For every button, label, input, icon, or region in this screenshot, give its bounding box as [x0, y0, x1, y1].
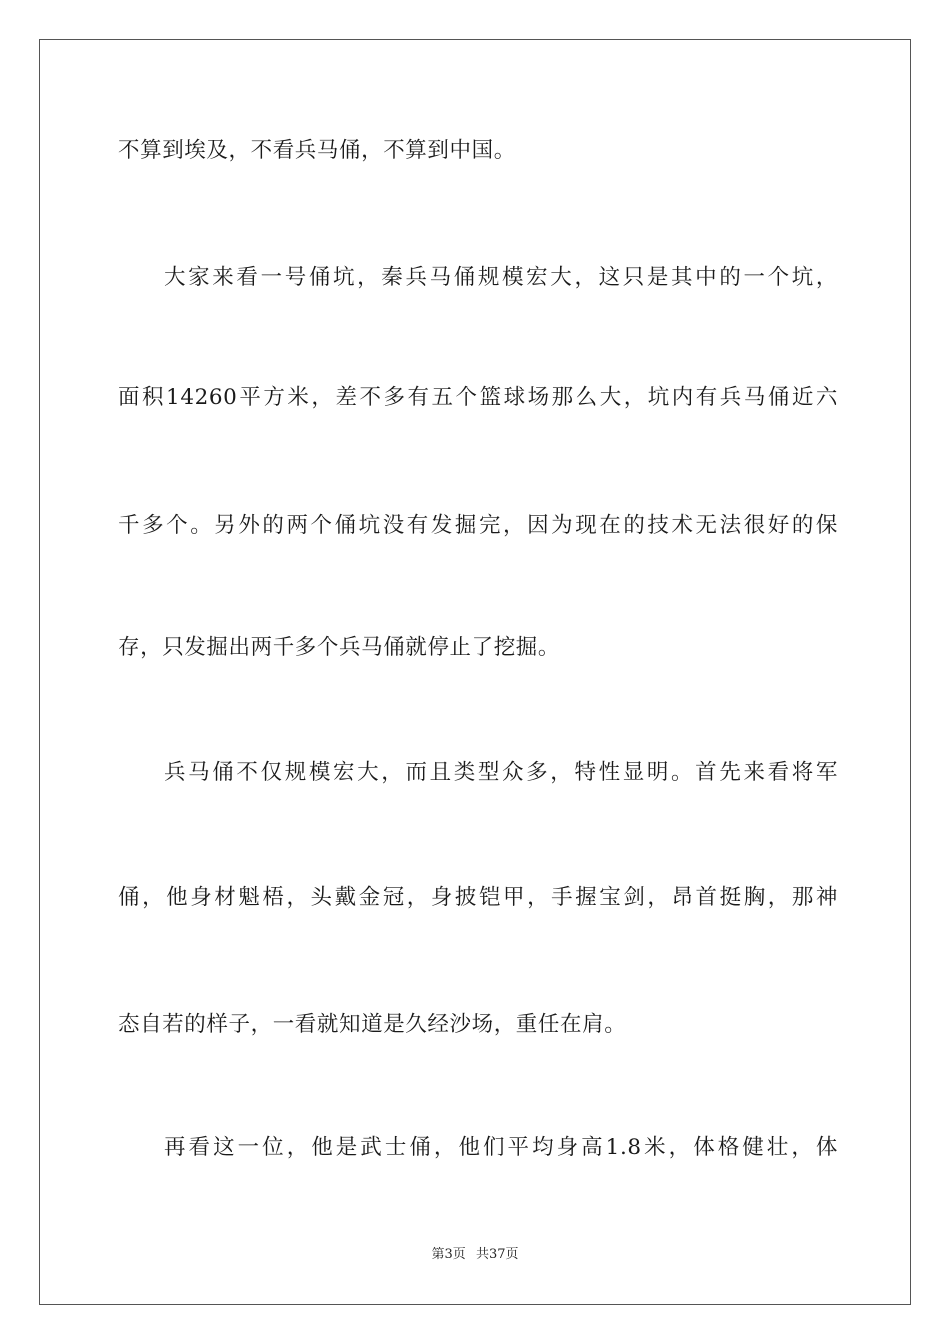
page-number: 第3页 — [431, 1247, 466, 1262]
text-line: 面积14260平方米，差不多有五个篮球场那么大，坑内有兵马俑近六 — [118, 385, 838, 410]
paragraph-start-line: 再看这一位，他是武士俑，他们平均身高1.8米，体格健壮，体 — [164, 1135, 838, 1160]
text-line: 千多个。另外的两个俑坑没有发掘完，因为现在的技术无法很好的保 — [118, 513, 838, 538]
paragraph-start-line: 大家来看一号俑坑，秦兵马俑规模宏大，这只是其中的一个坑， — [164, 265, 838, 290]
text-line: 态自若的样子，一看就知道是久经沙场，重任在肩。 — [118, 1012, 627, 1037]
page-footer — [0, 1243, 950, 1262]
total-pages: 共37页 — [475, 1247, 519, 1262]
text-line: 俑，他身材魁梧，头戴金冠，身披铠甲，手握宝剑，昂首挺胸，那神 — [118, 885, 838, 910]
text-line: 存，只发掘出两千多个兵马俑就停止了挖掘。 — [118, 635, 561, 660]
paragraph-start-line: 兵马俑不仅规模宏大，而且类型众多，特性显明。首先来看将军 — [164, 760, 838, 785]
text-line: 不算到埃及，不看兵马俑，不算到中国。 — [118, 138, 516, 163]
page-border — [39, 39, 911, 1305]
